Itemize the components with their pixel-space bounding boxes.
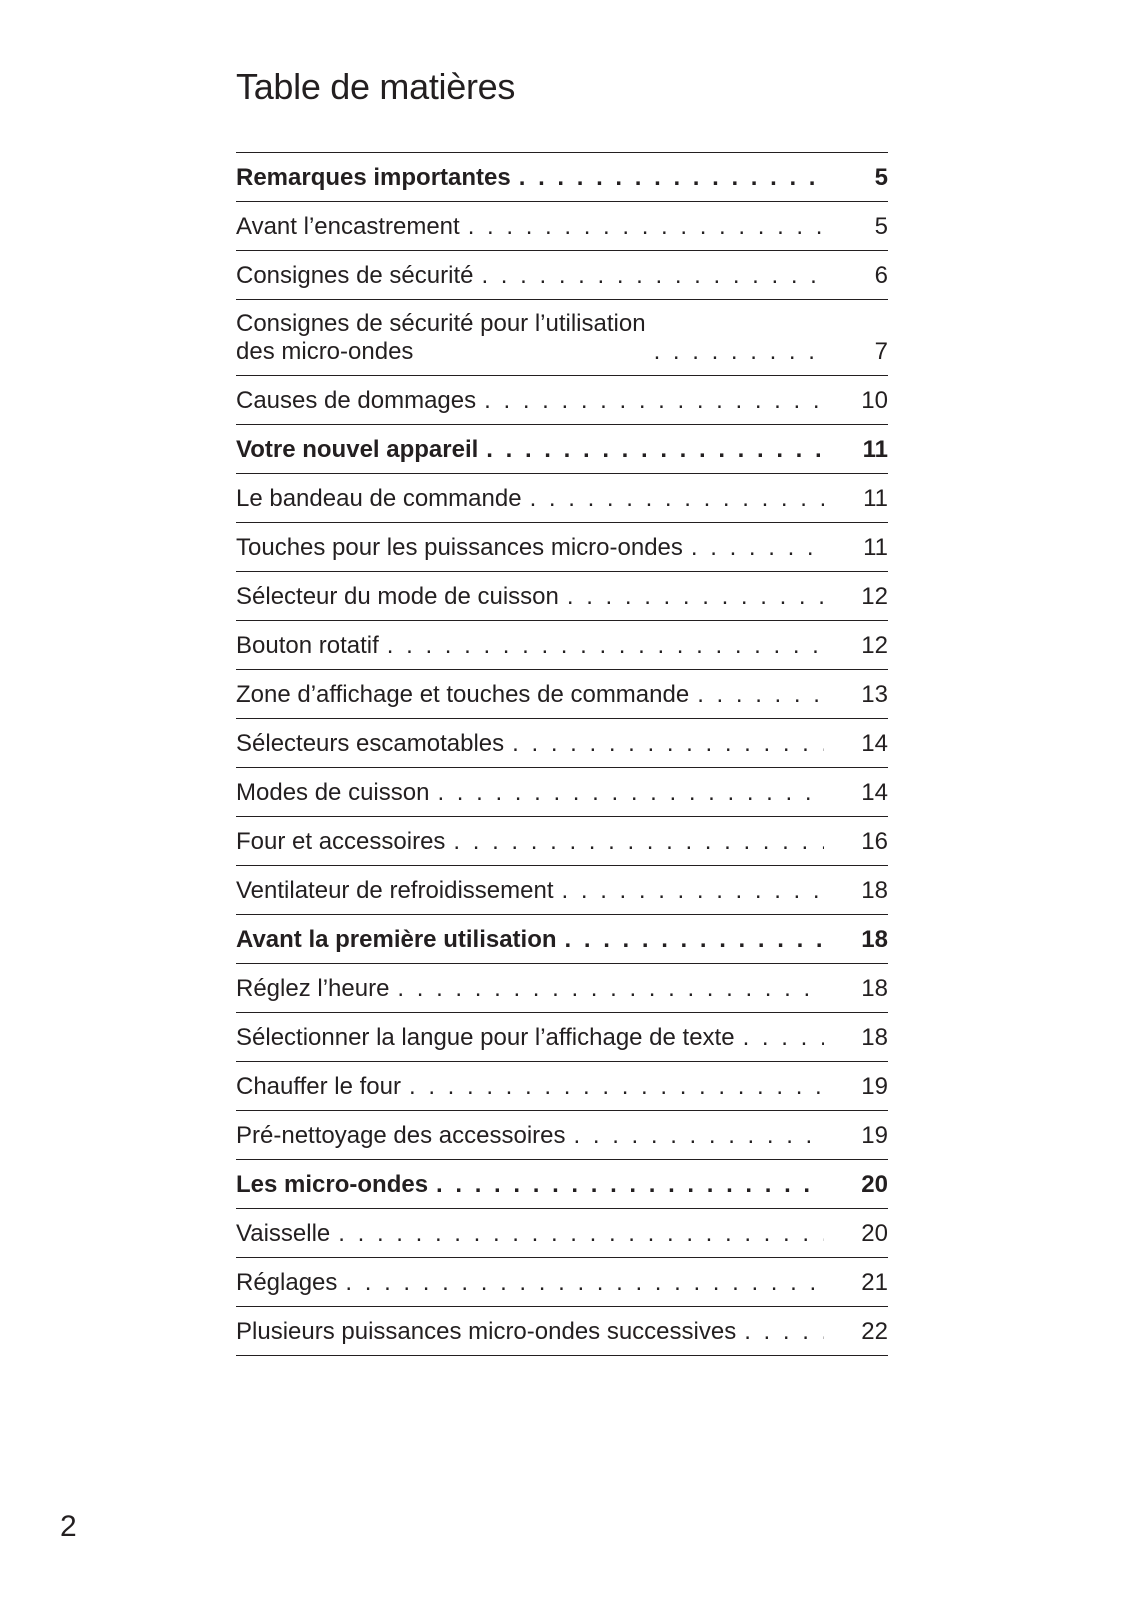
toc-row[interactable] <box>236 719 888 768</box>
toc-page-number: 5 <box>874 213 888 240</box>
toc-section-row[interactable] <box>236 425 888 474</box>
toc-row[interactable] <box>236 474 888 523</box>
toc-page-number: 19 <box>861 1122 888 1149</box>
toc-entry <box>236 1171 824 1199</box>
toc-page-number: 11 <box>863 485 888 512</box>
dot-leader <box>557 926 824 954</box>
toc-entry <box>236 387 824 415</box>
dot-leader <box>445 828 824 856</box>
toc-entry <box>236 779 824 807</box>
toc-entry-title: Les micro-ondes <box>236 1171 429 1198</box>
toc-entry <box>236 583 824 611</box>
toc-section-row[interactable] <box>236 1160 888 1209</box>
toc-page-number: 12 <box>861 632 888 659</box>
toc-page-number: 14 <box>861 730 888 757</box>
dot-leader <box>511 164 824 192</box>
toc-page-number: 20 <box>861 1220 888 1247</box>
toc-page-number: 18 <box>861 1024 888 1051</box>
toc-row[interactable] <box>236 670 888 719</box>
toc-row[interactable] <box>236 1258 888 1307</box>
toc-page-number: 5 <box>874 164 888 191</box>
toc-entry-title: Bouton rotatif <box>236 632 379 659</box>
toc-entry <box>236 1269 824 1297</box>
page-title: Table de matières <box>236 66 516 107</box>
toc-entry-title: Réglages <box>236 1269 338 1296</box>
toc-row[interactable] <box>236 376 888 425</box>
toc-entry <box>236 828 824 856</box>
toc-entry <box>236 164 824 192</box>
toc-entry <box>236 534 824 562</box>
toc-page-number: 14 <box>861 779 888 806</box>
toc-row[interactable] <box>236 300 888 376</box>
toc-row[interactable] <box>236 202 888 251</box>
toc-entry <box>236 1220 824 1248</box>
dot-leader <box>554 877 824 905</box>
toc-entry-title: Plusieurs puissances micro-ondes successives <box>236 1318 737 1345</box>
toc-entry-title: Pré-nettoyage des accessoires <box>236 1122 566 1149</box>
dot-leader <box>429 779 824 807</box>
toc-row[interactable] <box>236 866 888 915</box>
toc-entry-title: Sélecteur du mode de cuisson <box>236 583 559 610</box>
toc-entry <box>236 1024 824 1052</box>
dot-leader <box>504 730 824 758</box>
toc-section-row[interactable] <box>236 915 888 964</box>
toc-entry-title: Touches pour les puissances micro-ondes <box>236 534 683 561</box>
dot-leader <box>478 436 824 464</box>
dot-leader <box>559 583 824 611</box>
toc-page-number: 7 <box>874 338 888 365</box>
toc-page-number: 10 <box>861 387 888 414</box>
toc-entry <box>236 926 824 954</box>
toc-page-number: 11 <box>863 534 888 561</box>
dot-leader <box>330 1220 824 1248</box>
toc-page-number: 16 <box>861 828 888 855</box>
toc-entry <box>236 975 824 1003</box>
toc-entry <box>236 262 824 290</box>
dot-leader <box>689 681 824 709</box>
toc-entry <box>236 632 824 660</box>
toc-entry-title: Sélectionner la langue pour l’affichage de texte <box>236 1024 735 1051</box>
dot-leader <box>428 1171 824 1199</box>
dot-leader <box>522 485 824 513</box>
toc-entry <box>236 213 824 241</box>
toc-entry-title: Modes de cuisson <box>236 779 430 806</box>
table-of-contents <box>236 152 888 1356</box>
dot-leader <box>683 534 824 562</box>
toc-row[interactable] <box>236 1013 888 1062</box>
toc-section-row[interactable] <box>236 153 888 202</box>
toc-page-number: 19 <box>861 1073 888 1100</box>
toc-entry-title-line: des micro-ondes <box>236 338 414 365</box>
page-number: 2 <box>60 1510 77 1543</box>
toc-entry <box>236 1318 824 1346</box>
toc-row[interactable] <box>236 1062 888 1111</box>
toc-entry <box>236 877 824 905</box>
toc-entry-title: Le bandeau de commande <box>236 485 522 512</box>
toc-entry <box>236 310 824 366</box>
toc-entry-title: Consignes de sécurité <box>236 262 474 289</box>
dot-leader <box>476 387 824 415</box>
toc-page-number: 22 <box>861 1318 888 1345</box>
toc-entry <box>236 1073 824 1101</box>
toc-row[interactable] <box>236 251 888 300</box>
dot-leader <box>566 1122 824 1150</box>
dot-leader <box>379 632 824 660</box>
toc-row[interactable] <box>236 768 888 817</box>
toc-row[interactable] <box>236 1307 888 1356</box>
dot-leader <box>460 213 824 241</box>
toc-entry-title: Remarques importantes <box>236 164 511 191</box>
toc-entry-title: Chauffer le four <box>236 1073 401 1100</box>
dot-leader <box>337 1269 824 1297</box>
toc-entry-title: Vaisselle <box>236 1220 331 1247</box>
toc-row[interactable] <box>236 1111 888 1160</box>
toc-entry <box>236 485 824 513</box>
toc-row[interactable] <box>236 523 888 572</box>
toc-entry-title: Réglez l’heure <box>236 975 390 1002</box>
toc-entry-title-line: Consignes de sécurité pour l’utilisation <box>236 310 646 337</box>
toc-page-number: 12 <box>861 583 888 610</box>
toc-entry-title: Avant l’encastrement <box>236 213 460 240</box>
dot-leader <box>401 1073 824 1101</box>
toc-entry-title <box>236 310 646 366</box>
toc-page-number: 21 <box>861 1269 888 1296</box>
toc-page-number: 13 <box>861 681 888 708</box>
toc-page-number: 18 <box>861 926 888 953</box>
toc-row[interactable] <box>236 621 888 670</box>
toc-entry-title: Causes de dommages <box>236 387 477 414</box>
toc-entry <box>236 730 824 758</box>
toc-page-number: 18 <box>861 975 888 1002</box>
dot-leader <box>736 1318 824 1346</box>
dot-leader <box>389 975 824 1003</box>
toc-entry <box>236 1122 824 1150</box>
toc-entry <box>236 436 824 464</box>
toc-entry <box>236 681 824 709</box>
toc-entry-title: Zone d’affichage et touches de commande <box>236 681 690 708</box>
dot-leader <box>646 338 824 366</box>
toc-entry-title: Ventilateur de refroidissement <box>236 877 554 904</box>
toc-page-number: 18 <box>861 877 888 904</box>
toc-page-number: 6 <box>874 262 888 289</box>
toc-entry-title: Sélecteurs escamotables <box>236 730 505 757</box>
toc-row[interactable] <box>236 572 888 621</box>
toc-page-number: 11 <box>862 436 888 463</box>
dot-leader <box>735 1024 824 1052</box>
toc-entry-title: Avant la première utilisation <box>236 926 557 953</box>
dot-leader <box>473 262 824 290</box>
toc-row[interactable] <box>236 817 888 866</box>
toc-row[interactable] <box>236 1209 888 1258</box>
toc-entry-title: Four et accessoires <box>236 828 446 855</box>
toc-entry-title: Votre nouvel appareil <box>236 436 479 463</box>
toc-page-number: 20 <box>861 1171 888 1198</box>
toc-row[interactable] <box>236 964 888 1013</box>
